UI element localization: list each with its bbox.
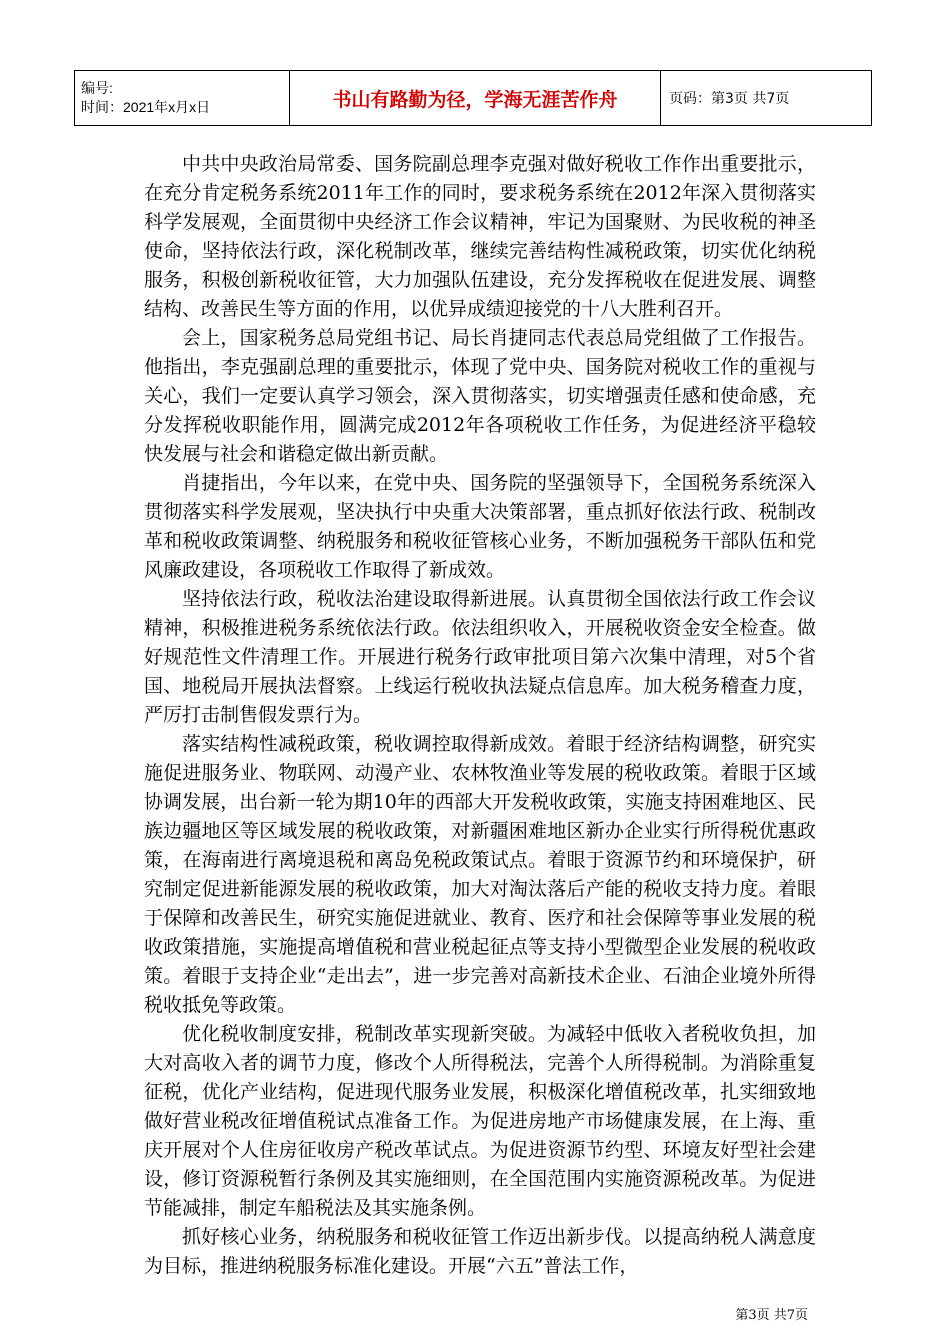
paragraph: 肖捷指出，今年以来，在党中央、国务院的坚强领导下，全国税务系统深入贯彻落实科学发展观，坚决执行中央重大决策部署，重点抓好依法行政、税制改革和税收政策调整、纳税服务和税收征管核心业务，不断加强税务干部队伍和党风廉政建设，各项税收工作取得了新成效。 bbox=[144, 472, 816, 581]
paragraph: 落实结构性减税政策，税收调控取得新成效。着眼于经济结构调整，研究实施促进服务业、物联网、动漫产业、农林牧渔业等发展的税收政策。着眼于区域协调发展，出台新一轮为期10年的西部大开发税收政策，实施支持困难地区、民族边疆地区等区域发展的税收政策，对新疆困难地区新办企业实行所得税优惠政策，在海南进行离境退税和离岛免税政策试点。着眼于资源节约和环境保护，研究制定促进新能源发展的税收政策，加大对淘汰落后产能的税收支持力度。着眼于保障和改善民生，研究实施促进就业、教育、医疗和社会保障等事业发展的税收政策措施，实施提高增值税和营业税起征点等支持小型微型企业发展的税收政策。着眼于支持企业“走出去”，进一步完善对高新技术企业、石油企业境外所得税收抵免等政策。 bbox=[144, 733, 816, 1016]
paragraph: 会上，国家税务总局党组书记、局长肖捷同志代表总局党组做了工作报告。他指出，李克强副总理的重要批示，体现了党中央、国务院对税收工作的重视与关心，我们一定要认真学习领会，深入贯彻落实，切实增强责任感和使命感，充分发挥税收职能作用，圆满完成2012年各项税收工作任务，为促进经济平稳较快发展与社会和谐稳定做出新贡献。 bbox=[144, 327, 816, 465]
document-number-label: 编号: bbox=[81, 80, 113, 96]
header-meta bbox=[75, 71, 290, 126]
paragraph: 优化税收制度安排，税制改革实现新突破。为减轻中低收入者税收负担，加大对高收入者的调节力度，修改个人所得税法，完善个人所得税制。为消除重复征税，优化产业结构，促进现代服务业发展，积极深化增值税改革，扎实细致地做好营业税改征增值税试点准备工作。为促进房地产市场健康发展，在上海、重庆开展对个人住房征收房产税改革试点。为促进资源节约型、环境友好型社会建设，修订资源税暂行条例及其实施细则，在全国范围内实施资源税改革。为促进节能减排，制定车船税法及其实施条例。 bbox=[144, 1023, 816, 1219]
paragraph: 坚持依法行政，税收法治建设取得新进展。认真贯彻全国依法行政工作会议精神，积极推进税务系统依法行政。依法组织收入，开展税收资金安全检查。做好规范性文件清理工作。开展进行税务行政审批项目第六次集中清理，对5个省国、地税局开展执法督察。上线运行税收执法疑点信息库。加大税务稽查力度，严厉打击制售假发票行为。 bbox=[144, 588, 816, 726]
header-table bbox=[74, 70, 872, 126]
document-body bbox=[144, 150, 816, 1281]
header-motto: 书山有路勤为径，学海无涯苦作舟 bbox=[290, 71, 661, 126]
document-time-label: 时间：2021年x月x日 bbox=[81, 99, 211, 115]
paragraph: 中共中央政治局常委、国务院副总理李克强对做好税收工作作出重要批示，在充分肯定税务系统2011年工作的同时，要求税务系统在2012年深入贯彻落实科学发展观，全面贯彻中央经济工作会议精神，牢记为国聚财、为民收税的神圣使命，坚持依法行政，深化税制改革，继续完善结构性减税政策，切实优化纳税服务，积极创新税收征管，大力加强队伍建设，充分发挥税收在促进发展、调整结构、改善民生等方面的作用，以优异成绩迎接党的十八大胜利召开。 bbox=[144, 153, 816, 320]
header-page-code: 页码：第3页 共7页 bbox=[661, 71, 872, 126]
page-footer: 第3页 共7页 bbox=[735, 1308, 808, 1323]
paragraph: 抓好核心业务，纳税服务和税收征管工作迈出新步伐。以提高纳税人满意度为目标，推进纳税服务标准化建设。开展“六五”普法工作， bbox=[144, 1226, 816, 1277]
